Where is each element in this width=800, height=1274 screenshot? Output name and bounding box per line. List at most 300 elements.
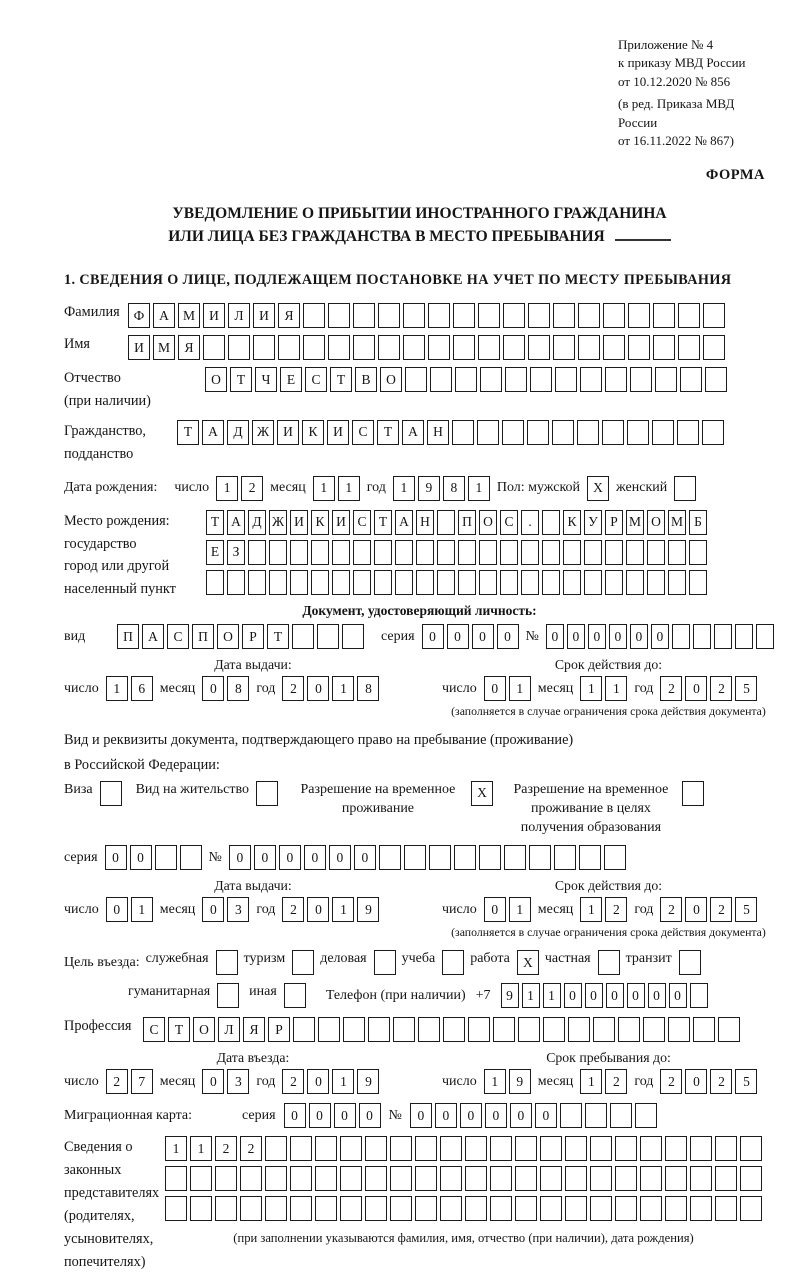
- char-cell[interactable]: [740, 1196, 762, 1221]
- char-cell[interactable]: [416, 570, 434, 595]
- char-cell[interactable]: [253, 335, 275, 360]
- char-cell[interactable]: [542, 510, 560, 535]
- char-cell[interactable]: Л: [218, 1017, 240, 1042]
- char-cell[interactable]: [340, 1166, 362, 1191]
- purpose-other-checkbox[interactable]: [284, 983, 306, 1008]
- char-cell[interactable]: Ф: [128, 303, 150, 328]
- char-cell[interactable]: 0: [284, 1103, 306, 1128]
- char-cell[interactable]: [265, 1136, 287, 1161]
- char-cell[interactable]: Р: [268, 1017, 290, 1042]
- char-cell[interactable]: 0: [202, 676, 224, 701]
- char-cell[interactable]: [365, 1196, 387, 1221]
- char-cell[interactable]: Т: [177, 420, 199, 445]
- char-cell[interactable]: [568, 1017, 590, 1042]
- char-cell[interactable]: [215, 1166, 237, 1191]
- char-cell[interactable]: [680, 367, 702, 392]
- char-cell[interactable]: [615, 1136, 637, 1161]
- char-cell[interactable]: 0: [685, 676, 707, 701]
- char-cell[interactable]: [379, 845, 401, 870]
- char-cell[interactable]: 1: [393, 476, 415, 501]
- char-cell[interactable]: 0: [410, 1103, 432, 1128]
- char-cell[interactable]: 9: [357, 1069, 379, 1094]
- char-cell[interactable]: [647, 540, 665, 565]
- char-cell[interactable]: 0: [334, 1103, 356, 1128]
- char-cell[interactable]: [393, 1017, 415, 1042]
- char-cell[interactable]: А: [395, 510, 413, 535]
- char-cell[interactable]: [479, 845, 501, 870]
- purpose-business-checkbox[interactable]: [374, 950, 396, 975]
- char-cell[interactable]: [628, 303, 650, 328]
- char-cell[interactable]: [340, 1196, 362, 1221]
- char-cell[interactable]: [615, 1166, 637, 1191]
- purpose-tourism-checkbox[interactable]: [292, 950, 314, 975]
- char-cell[interactable]: Р: [605, 510, 623, 535]
- char-cell[interactable]: И: [203, 303, 225, 328]
- char-cell[interactable]: [668, 1017, 690, 1042]
- char-cell[interactable]: [542, 540, 560, 565]
- char-cell[interactable]: [553, 335, 575, 360]
- char-cell[interactable]: [318, 1017, 340, 1042]
- char-cell[interactable]: [703, 335, 725, 360]
- char-cell[interactable]: [643, 1017, 665, 1042]
- char-cell[interactable]: Д: [248, 510, 266, 535]
- char-cell[interactable]: [630, 367, 652, 392]
- char-cell[interactable]: [665, 1166, 687, 1191]
- char-cell[interactable]: [640, 1166, 662, 1191]
- char-cell[interactable]: 0: [485, 1103, 507, 1128]
- char-cell[interactable]: [454, 845, 476, 870]
- char-cell[interactable]: 0: [307, 1069, 329, 1094]
- char-cell[interactable]: 0: [510, 1103, 532, 1128]
- char-cell[interactable]: [653, 335, 675, 360]
- char-cell[interactable]: [577, 420, 599, 445]
- char-cell[interactable]: [240, 1166, 262, 1191]
- char-cell[interactable]: О: [217, 624, 239, 649]
- char-cell[interactable]: [265, 1166, 287, 1191]
- char-cell[interactable]: О: [193, 1017, 215, 1042]
- char-cell[interactable]: [290, 570, 308, 595]
- char-cell[interactable]: [689, 570, 707, 595]
- char-cell[interactable]: [690, 1136, 712, 1161]
- char-cell[interactable]: [552, 420, 574, 445]
- char-cell[interactable]: С: [352, 420, 374, 445]
- temp-residence-education-checkbox[interactable]: [682, 781, 704, 806]
- char-cell[interactable]: [240, 1196, 262, 1221]
- char-cell[interactable]: [453, 335, 475, 360]
- char-cell[interactable]: [374, 570, 392, 595]
- char-cell[interactable]: [653, 303, 675, 328]
- char-cell[interactable]: 0: [307, 897, 329, 922]
- char-cell[interactable]: Т: [267, 624, 289, 649]
- char-cell[interactable]: [440, 1166, 462, 1191]
- temp-residence-checkbox[interactable]: X: [471, 781, 493, 806]
- char-cell[interactable]: [585, 1103, 607, 1128]
- char-cell[interactable]: 1: [522, 983, 540, 1008]
- char-cell[interactable]: [618, 1017, 640, 1042]
- char-cell[interactable]: [677, 420, 699, 445]
- char-cell[interactable]: [428, 335, 450, 360]
- char-cell[interactable]: 2: [605, 1069, 627, 1094]
- char-cell[interactable]: [265, 1196, 287, 1221]
- purpose-official-checkbox[interactable]: [216, 950, 238, 975]
- char-cell[interactable]: 2: [660, 1069, 682, 1094]
- char-cell[interactable]: [640, 1196, 662, 1221]
- char-cell[interactable]: [315, 1196, 337, 1221]
- char-cell[interactable]: [269, 570, 287, 595]
- char-cell[interactable]: [702, 420, 724, 445]
- char-cell[interactable]: Т: [374, 510, 392, 535]
- char-cell[interactable]: [403, 335, 425, 360]
- char-cell[interactable]: [554, 845, 576, 870]
- char-cell[interactable]: 0: [535, 1103, 557, 1128]
- char-cell[interactable]: [374, 540, 392, 565]
- char-cell[interactable]: [155, 845, 177, 870]
- char-cell[interactable]: [500, 540, 518, 565]
- char-cell[interactable]: [555, 367, 577, 392]
- char-cell[interactable]: [678, 335, 700, 360]
- char-cell[interactable]: 1: [106, 676, 128, 701]
- char-cell[interactable]: С: [143, 1017, 165, 1042]
- char-cell[interactable]: [342, 624, 364, 649]
- char-cell[interactable]: [515, 1196, 537, 1221]
- char-cell[interactable]: Б: [689, 510, 707, 535]
- char-cell[interactable]: 5: [735, 897, 757, 922]
- char-cell[interactable]: 1: [131, 897, 153, 922]
- char-cell[interactable]: 0: [630, 624, 648, 649]
- char-cell[interactable]: 0: [309, 1103, 331, 1128]
- char-cell[interactable]: [563, 540, 581, 565]
- char-cell[interactable]: [415, 1166, 437, 1191]
- char-cell[interactable]: [437, 510, 455, 535]
- char-cell[interactable]: [403, 303, 425, 328]
- char-cell[interactable]: [430, 367, 452, 392]
- char-cell[interactable]: 2: [660, 897, 682, 922]
- char-cell[interactable]: 1: [165, 1136, 187, 1161]
- char-cell[interactable]: А: [153, 303, 175, 328]
- char-cell[interactable]: [465, 1166, 487, 1191]
- char-cell[interactable]: [332, 570, 350, 595]
- char-cell[interactable]: 1: [509, 897, 531, 922]
- char-cell[interactable]: Д: [227, 420, 249, 445]
- char-cell[interactable]: [290, 540, 308, 565]
- char-cell[interactable]: Я: [278, 303, 300, 328]
- char-cell[interactable]: [515, 1166, 537, 1191]
- char-cell[interactable]: [368, 1017, 390, 1042]
- char-cell[interactable]: [440, 1136, 462, 1161]
- char-cell[interactable]: 9: [509, 1069, 531, 1094]
- purpose-study-checkbox[interactable]: [442, 950, 464, 975]
- char-cell[interactable]: [500, 570, 518, 595]
- char-cell[interactable]: 9: [501, 983, 519, 1008]
- char-cell[interactable]: [604, 845, 626, 870]
- char-cell[interactable]: М: [626, 510, 644, 535]
- char-cell[interactable]: О: [380, 367, 402, 392]
- char-cell[interactable]: [479, 540, 497, 565]
- char-cell[interactable]: [293, 1017, 315, 1042]
- char-cell[interactable]: 0: [435, 1103, 457, 1128]
- char-cell[interactable]: Т: [330, 367, 352, 392]
- char-cell[interactable]: И: [253, 303, 275, 328]
- char-cell[interactable]: С: [353, 510, 371, 535]
- char-cell[interactable]: [503, 335, 525, 360]
- char-cell[interactable]: [455, 367, 477, 392]
- char-cell[interactable]: [521, 570, 539, 595]
- char-cell[interactable]: 1: [468, 476, 490, 501]
- char-cell[interactable]: 1: [313, 476, 335, 501]
- char-cell[interactable]: У: [584, 510, 602, 535]
- char-cell[interactable]: 0: [585, 983, 603, 1008]
- char-cell[interactable]: 5: [735, 676, 757, 701]
- char-cell[interactable]: 1: [216, 476, 238, 501]
- char-cell[interactable]: [515, 1136, 537, 1161]
- char-cell[interactable]: [206, 570, 224, 595]
- char-cell[interactable]: [290, 1136, 312, 1161]
- char-cell[interactable]: [203, 335, 225, 360]
- char-cell[interactable]: [190, 1196, 212, 1221]
- char-cell[interactable]: [603, 335, 625, 360]
- char-cell[interactable]: О: [479, 510, 497, 535]
- char-cell[interactable]: [718, 1017, 740, 1042]
- char-cell[interactable]: Т: [377, 420, 399, 445]
- char-cell[interactable]: [584, 540, 602, 565]
- char-cell[interactable]: [165, 1166, 187, 1191]
- char-cell[interactable]: А: [402, 420, 424, 445]
- char-cell[interactable]: [553, 303, 575, 328]
- char-cell[interactable]: [610, 1103, 632, 1128]
- char-cell[interactable]: [480, 367, 502, 392]
- char-cell[interactable]: О: [647, 510, 665, 535]
- char-cell[interactable]: В: [355, 367, 377, 392]
- char-cell[interactable]: .: [521, 510, 539, 535]
- char-cell[interactable]: [227, 570, 245, 595]
- char-cell[interactable]: 1: [338, 476, 360, 501]
- char-cell[interactable]: 0: [202, 1069, 224, 1094]
- char-cell[interactable]: [740, 1136, 762, 1161]
- char-cell[interactable]: [290, 1166, 312, 1191]
- char-cell[interactable]: 7: [131, 1069, 153, 1094]
- char-cell[interactable]: М: [153, 335, 175, 360]
- char-cell[interactable]: 0: [202, 897, 224, 922]
- char-cell[interactable]: 0: [304, 845, 326, 870]
- char-cell[interactable]: 9: [418, 476, 440, 501]
- char-cell[interactable]: [703, 303, 725, 328]
- char-cell[interactable]: 0: [609, 624, 627, 649]
- char-cell[interactable]: С: [305, 367, 327, 392]
- char-cell[interactable]: 2: [282, 1069, 304, 1094]
- char-cell[interactable]: [565, 1136, 587, 1161]
- char-cell[interactable]: 0: [484, 676, 506, 701]
- char-cell[interactable]: [303, 335, 325, 360]
- char-cell[interactable]: [440, 1196, 462, 1221]
- char-cell[interactable]: [479, 570, 497, 595]
- char-cell[interactable]: [353, 335, 375, 360]
- char-cell[interactable]: Т: [206, 510, 224, 535]
- char-cell[interactable]: [715, 1196, 737, 1221]
- char-cell[interactable]: [418, 1017, 440, 1042]
- char-cell[interactable]: [228, 335, 250, 360]
- char-cell[interactable]: [390, 1196, 412, 1221]
- char-cell[interactable]: [405, 367, 427, 392]
- char-cell[interactable]: 2: [660, 676, 682, 701]
- char-cell[interactable]: [465, 1136, 487, 1161]
- char-cell[interactable]: [292, 624, 314, 649]
- char-cell[interactable]: 2: [710, 897, 732, 922]
- char-cell[interactable]: 8: [227, 676, 249, 701]
- char-cell[interactable]: [390, 1166, 412, 1191]
- char-cell[interactable]: О: [205, 367, 227, 392]
- purpose-transit-checkbox[interactable]: [679, 950, 701, 975]
- char-cell[interactable]: 0: [279, 845, 301, 870]
- char-cell[interactable]: [530, 367, 552, 392]
- char-cell[interactable]: [428, 303, 450, 328]
- char-cell[interactable]: 0: [422, 624, 444, 649]
- purpose-work-checkbox[interactable]: X: [517, 950, 539, 975]
- char-cell[interactable]: 0: [546, 624, 564, 649]
- char-cell[interactable]: [502, 420, 524, 445]
- char-cell[interactable]: С: [500, 510, 518, 535]
- char-cell[interactable]: [605, 367, 627, 392]
- char-cell[interactable]: [635, 1103, 657, 1128]
- char-cell[interactable]: [311, 540, 329, 565]
- char-cell[interactable]: [378, 335, 400, 360]
- char-cell[interactable]: [543, 1017, 565, 1042]
- char-cell[interactable]: [328, 303, 350, 328]
- char-cell[interactable]: [248, 540, 266, 565]
- char-cell[interactable]: [640, 1136, 662, 1161]
- char-cell[interactable]: [458, 540, 476, 565]
- char-cell[interactable]: 8: [443, 476, 465, 501]
- char-cell[interactable]: [332, 540, 350, 565]
- char-cell[interactable]: 0: [254, 845, 276, 870]
- char-cell[interactable]: [378, 303, 400, 328]
- char-cell[interactable]: 2: [605, 897, 627, 922]
- char-cell[interactable]: [458, 570, 476, 595]
- char-cell[interactable]: Т: [168, 1017, 190, 1042]
- char-cell[interactable]: [693, 624, 711, 649]
- char-cell[interactable]: И: [327, 420, 349, 445]
- char-cell[interactable]: [395, 570, 413, 595]
- char-cell[interactable]: 0: [484, 897, 506, 922]
- char-cell[interactable]: 0: [648, 983, 666, 1008]
- char-cell[interactable]: А: [227, 510, 245, 535]
- char-cell[interactable]: 1: [580, 1069, 602, 1094]
- char-cell[interactable]: 0: [497, 624, 519, 649]
- char-cell[interactable]: [505, 367, 527, 392]
- char-cell[interactable]: [626, 570, 644, 595]
- char-cell[interactable]: [590, 1196, 612, 1221]
- char-cell[interactable]: [180, 845, 202, 870]
- char-cell[interactable]: 0: [447, 624, 469, 649]
- char-cell[interactable]: [528, 335, 550, 360]
- char-cell[interactable]: [647, 570, 665, 595]
- char-cell[interactable]: [527, 420, 549, 445]
- char-cell[interactable]: [190, 1166, 212, 1191]
- char-cell[interactable]: 1: [605, 676, 627, 701]
- sex-female-checkbox[interactable]: [674, 476, 696, 501]
- purpose-humanitarian-checkbox[interactable]: [217, 983, 239, 1008]
- char-cell[interactable]: [584, 570, 602, 595]
- char-cell[interactable]: М: [178, 303, 200, 328]
- char-cell[interactable]: 0: [651, 624, 669, 649]
- char-cell[interactable]: [493, 1017, 515, 1042]
- char-cell[interactable]: 1: [332, 676, 354, 701]
- char-cell[interactable]: [590, 1166, 612, 1191]
- char-cell[interactable]: [578, 303, 600, 328]
- char-cell[interactable]: [311, 570, 329, 595]
- char-cell[interactable]: [590, 1136, 612, 1161]
- char-cell[interactable]: Р: [242, 624, 264, 649]
- char-cell[interactable]: [714, 624, 732, 649]
- char-cell[interactable]: П: [117, 624, 139, 649]
- char-cell[interactable]: [528, 303, 550, 328]
- char-cell[interactable]: [715, 1136, 737, 1161]
- char-cell[interactable]: [365, 1136, 387, 1161]
- char-cell[interactable]: 2: [215, 1136, 237, 1161]
- char-cell[interactable]: 1: [332, 897, 354, 922]
- char-cell[interactable]: 0: [627, 983, 645, 1008]
- char-cell[interactable]: 2: [241, 476, 263, 501]
- char-cell[interactable]: [504, 845, 526, 870]
- char-cell[interactable]: [437, 570, 455, 595]
- char-cell[interactable]: [665, 1196, 687, 1221]
- char-cell[interactable]: К: [302, 420, 324, 445]
- char-cell[interactable]: [603, 303, 625, 328]
- char-cell[interactable]: 0: [329, 845, 351, 870]
- char-cell[interactable]: [668, 540, 686, 565]
- char-cell[interactable]: [165, 1196, 187, 1221]
- char-cell[interactable]: [490, 1136, 512, 1161]
- char-cell[interactable]: [317, 624, 339, 649]
- char-cell[interactable]: [215, 1196, 237, 1221]
- char-cell[interactable]: 0: [359, 1103, 381, 1128]
- char-cell[interactable]: [465, 1196, 487, 1221]
- char-cell[interactable]: [735, 624, 753, 649]
- char-cell[interactable]: И: [128, 335, 150, 360]
- char-cell[interactable]: [605, 570, 623, 595]
- char-cell[interactable]: 1: [543, 983, 561, 1008]
- purpose-private-checkbox[interactable]: [598, 950, 620, 975]
- char-cell[interactable]: [690, 1166, 712, 1191]
- char-cell[interactable]: [565, 1166, 587, 1191]
- char-cell[interactable]: 0: [307, 676, 329, 701]
- char-cell[interactable]: М: [668, 510, 686, 535]
- char-cell[interactable]: 2: [240, 1136, 262, 1161]
- char-cell[interactable]: Я: [178, 335, 200, 360]
- char-cell[interactable]: [626, 540, 644, 565]
- char-cell[interactable]: [563, 570, 581, 595]
- char-cell[interactable]: Н: [427, 420, 449, 445]
- char-cell[interactable]: [353, 570, 371, 595]
- char-cell[interactable]: 2: [282, 897, 304, 922]
- char-cell[interactable]: 0: [472, 624, 494, 649]
- char-cell[interactable]: [655, 367, 677, 392]
- char-cell[interactable]: К: [311, 510, 329, 535]
- char-cell[interactable]: 1: [580, 676, 602, 701]
- char-cell[interactable]: 0: [130, 845, 152, 870]
- char-cell[interactable]: [415, 1196, 437, 1221]
- char-cell[interactable]: 1: [484, 1069, 506, 1094]
- char-cell[interactable]: [328, 335, 350, 360]
- char-cell[interactable]: 0: [460, 1103, 482, 1128]
- char-cell[interactable]: [678, 303, 700, 328]
- char-cell[interactable]: [689, 540, 707, 565]
- char-cell[interactable]: К: [563, 510, 581, 535]
- char-cell[interactable]: [602, 420, 624, 445]
- char-cell[interactable]: 2: [106, 1069, 128, 1094]
- char-cell[interactable]: 1: [190, 1136, 212, 1161]
- char-cell[interactable]: [416, 540, 434, 565]
- char-cell[interactable]: Ж: [252, 420, 274, 445]
